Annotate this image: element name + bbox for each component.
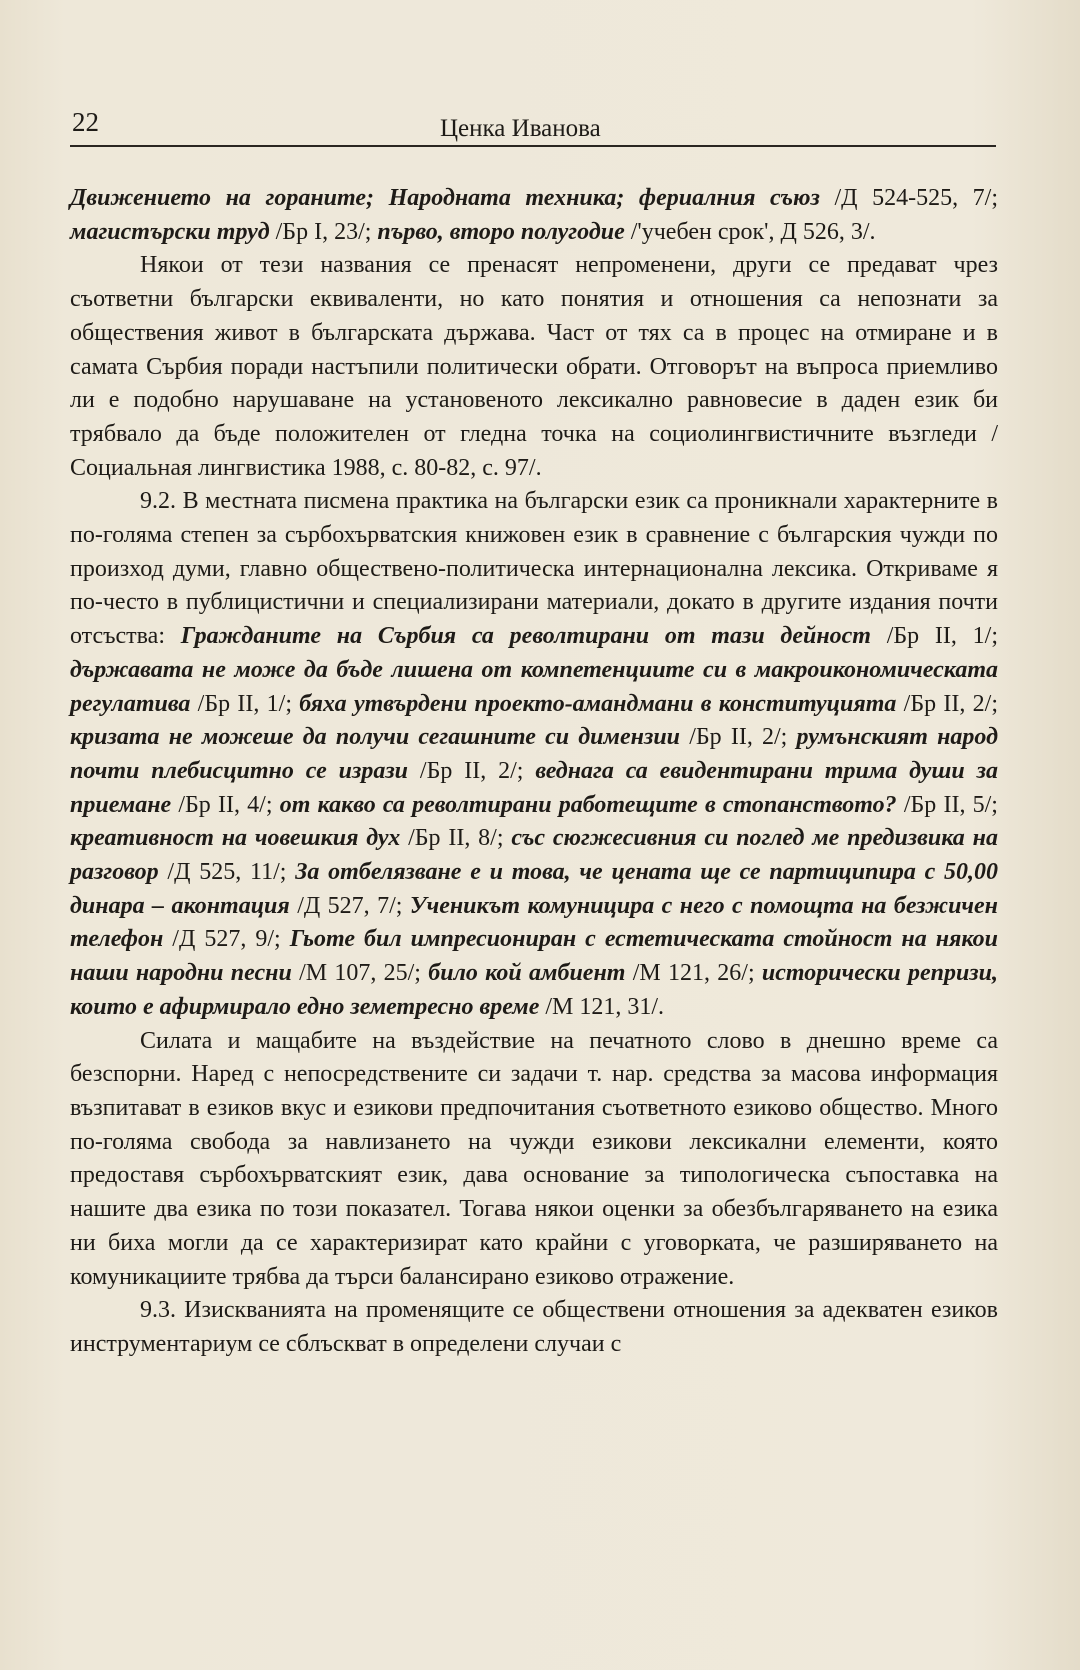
- paragraph-continuation: Движението на гораните; Народната техника; фериалния съюз /Д 524-525, 7/; магистърски труд /Бр I, 23/; първо, второ полугодие /'учебен срок', Д 526, 3/.: [70, 185, 998, 245]
- header-rule: [70, 145, 996, 147]
- page-number: 22: [72, 107, 99, 137]
- paragraph-9-3: 9.3. Изискванията на променящите се обществени отношения за адекватен езиков инструментариум се сблъскват в определени случаи с: [70, 1297, 998, 1357]
- body-text: [70, 182, 998, 1362]
- paragraph: Някои от тези названия се пренасят непроменени, други се предават чрез съответни български еквиваленти, но като понятия и отношения са непознати за обществения живот в българската държава. Част от тях са в процес на отмиране и в самата Сърбия поради настъпили политически обрати. Отговорът на въпроса приемливо ли е подобно нарушаване на установеното лексикално равновесие в даден език би трябвало да бъде положителен от гледна точка на социолингвистичните възгледи /Социальная лингвистика 1988, с. 80-82, с. 97/.: [70, 252, 998, 481]
- running-head-author: Ценка Иванова: [440, 115, 601, 142]
- paragraph: Силата и мащабите на въздействие на печатното слово в днешно време са безспорни. Наред с непосредствените си задачи т. нар. средства за масова информация възпитават в езиков вкус и езикови предпочитания съответното езиково общество. Много по-голяма свобода за навлизането на чужди езикови лексикални елементи, която предоставя сърбохърватският език, дава основание за типологическа съпоставка на нашите два езика по този показател. Тогава някои оценки за обезбългаряването на езика ни биха могли да се характеризират като крайни с уговорката, че разширяването на комуникациите трябва да търси балансирано езиково отражение.: [70, 1027, 998, 1290]
- paragraph-9-2: 9.2. В местната писмена практика на български език са проникнали характерните в по-голяма степен за сърбохърватския книжовен език в сравнение с българския чужди по произход думи, главно обществено-политическа интернационална лексика. Откриваме я по-често в публицистични и специализирани материали, докато в другите издания почти отсъства: Гражданите на Сърбия са револтирани от тази дейност /Бр II, 1/; държавата не може да бъде лишена от компетенциите си в макроикономическата регулатива /Бр II, 1/; бяха утвърдени проекто-амандмани в конституцията /Бр II, 2/; кризата не можеше да получи сегашните си димензии /Бр II, 2/; румънският народ почти плебисцитно се изрази /Бр II, 2/; веднага са евидентирани трима души за приемане /Бр II, 4/; от какво са револтирани работещите в стопанството? /Бр II, 5/; креативност на човешкия дух /Бр II, 8/; със сюгжесивния си поглед ме предизвика на разговор /Д 525, 11/; За отбелязване е и това, че цената ще се партиципира с 50,00 динара – аконтация /Д 527, 7/; Ученикът комуницира с него с помощта на безжичен телефон /Д 527, 9/; Гьоте бил импресиониран с естетическата стойност на някои наши народни песни /М 107, 25/; било кой амбиент /М 121, 26/; исторически репризи, които е афирмирало едно земетресно време /М 121, 31/.: [70, 488, 999, 1020]
